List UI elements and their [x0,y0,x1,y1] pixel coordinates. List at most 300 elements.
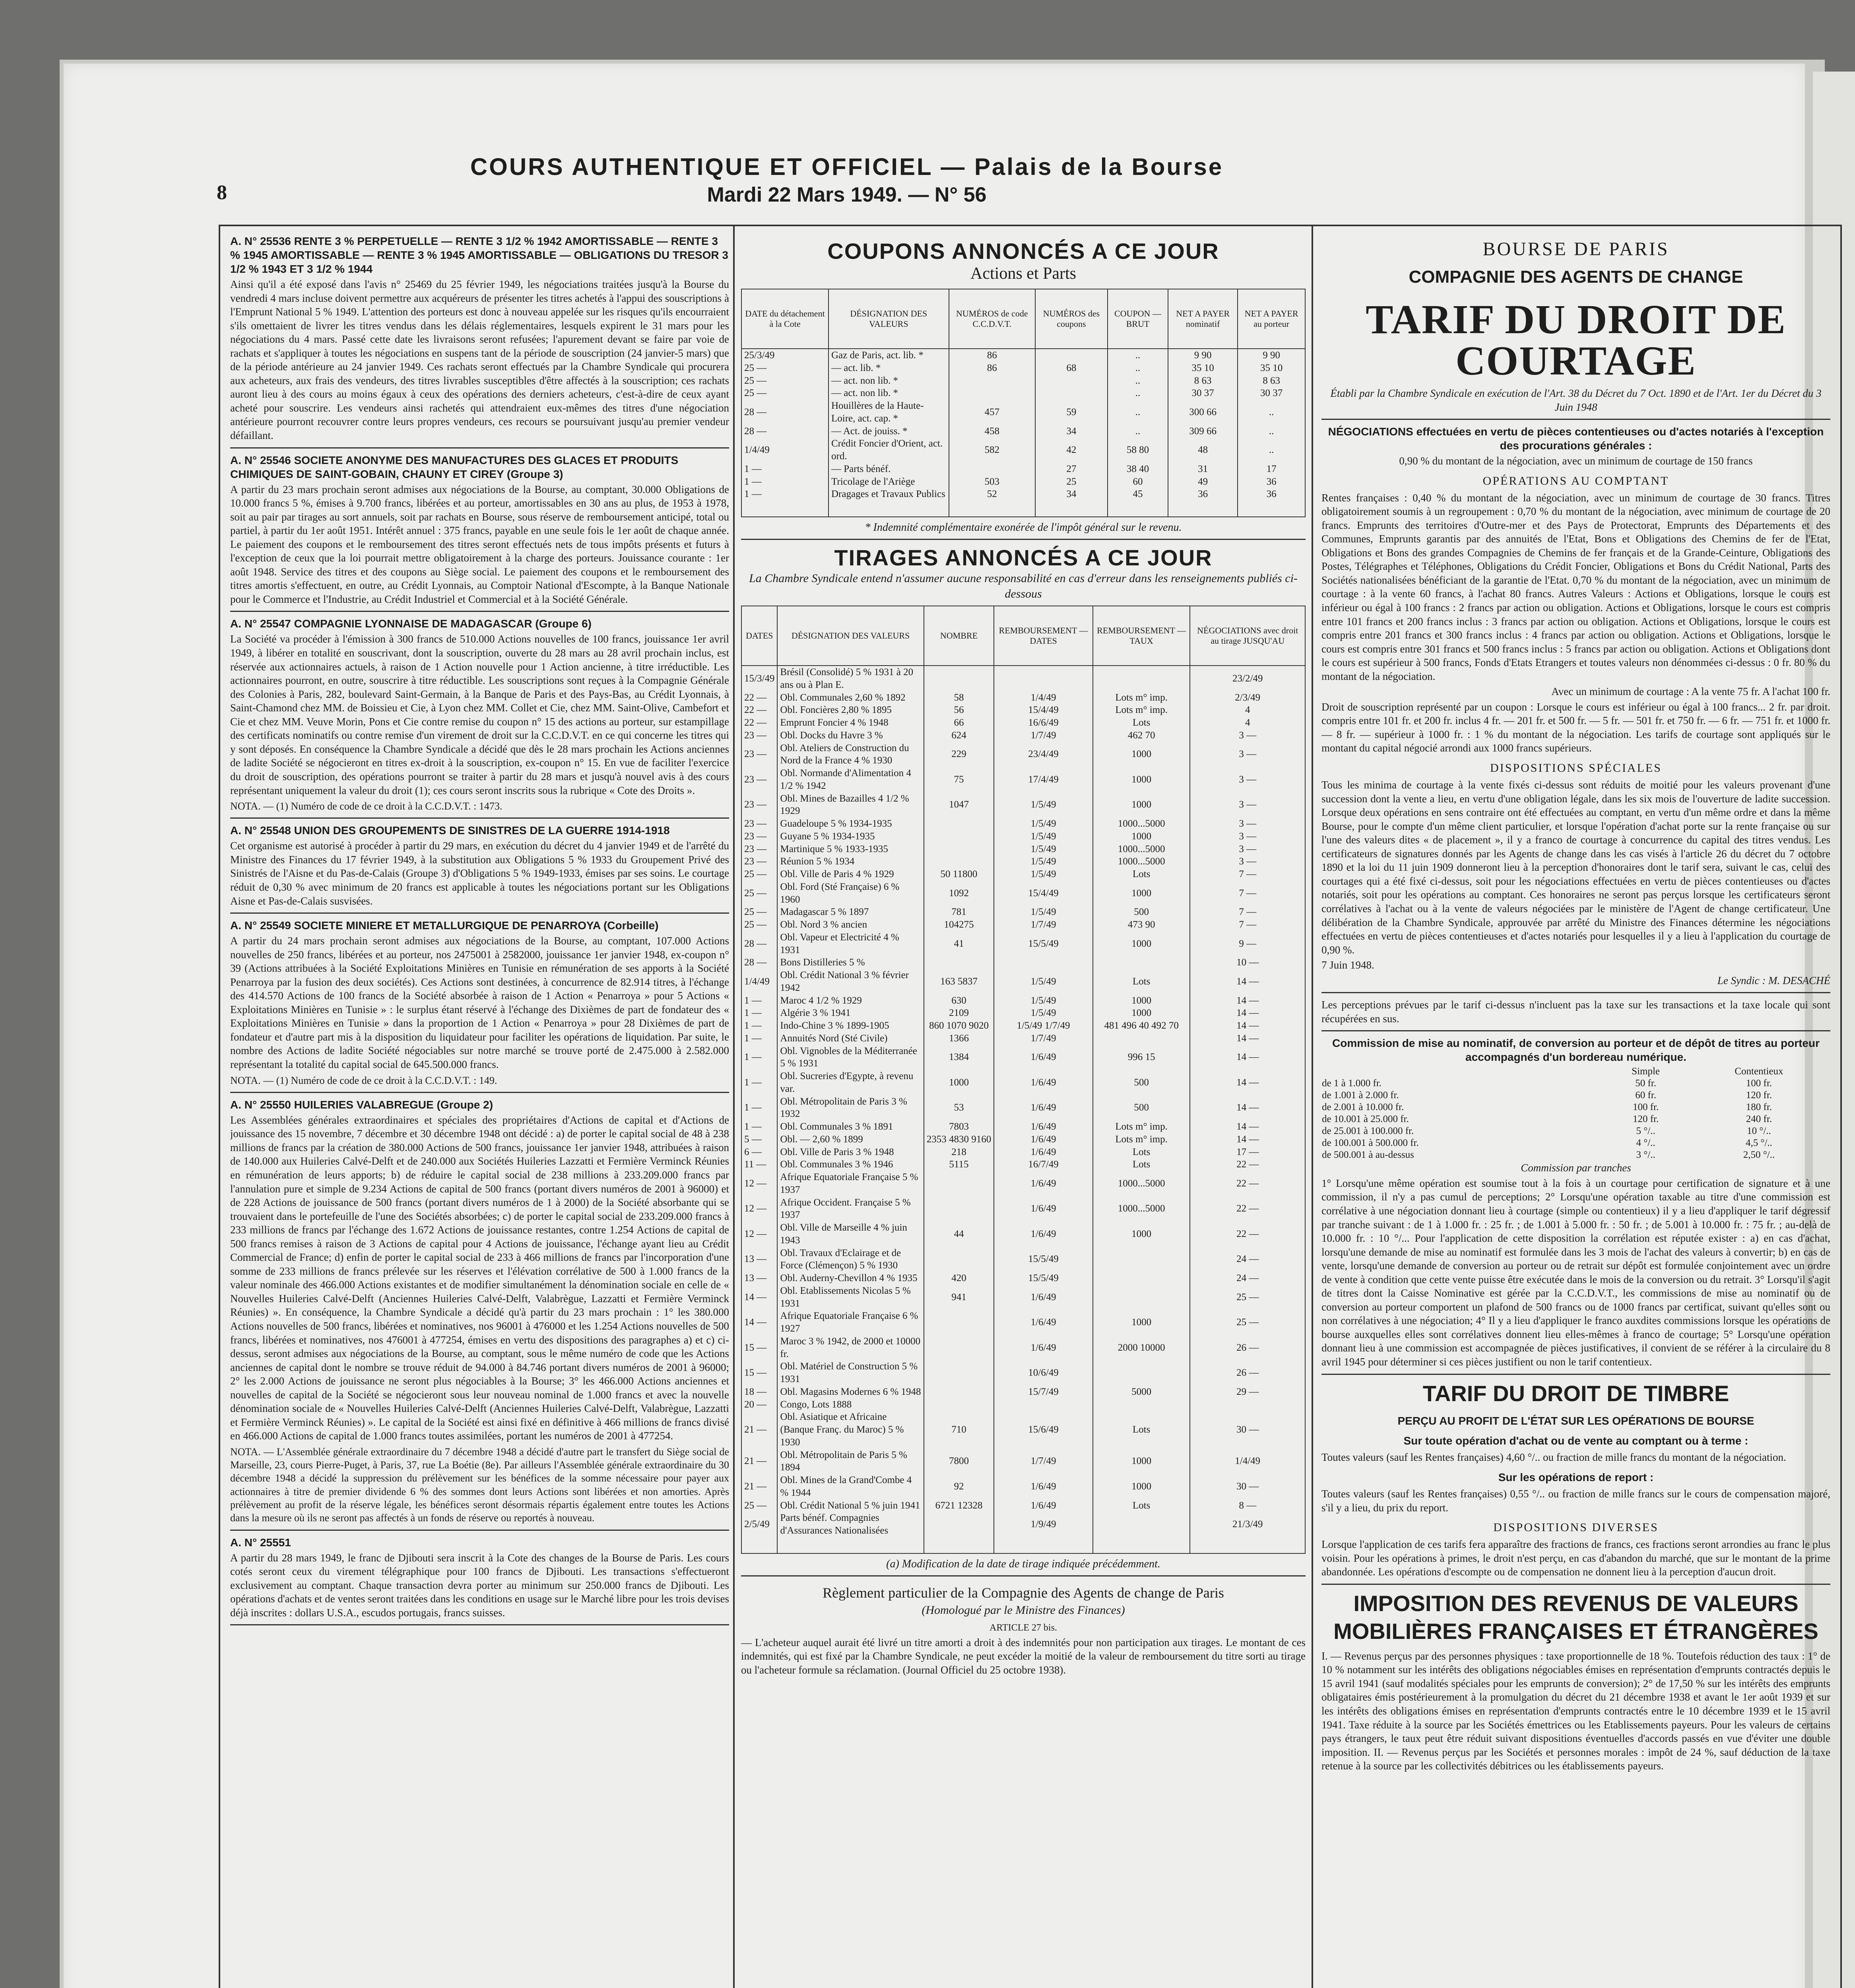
notice-body: A partir du 28 mars 1949, le franc de Djibouti sera inscrit à la Cote des changes de la Bourse de Paris. Les cours cotés seront ceux du virement télégraphique pour 100 francs de Djibouti. Les transactions s'effectueront exclusivement au comptant. Chaque transaction devra porter au minimum sur 250.000 francs de Djibouti. Les opérations d'achats et de ventes seront traitées dans les conditions en usage sur le Marché libre pour les trois devises déjà inscrites : dollars U.S.A., escudos portugais, francs suisses. [230,1551,729,1619]
table-cell: Obl. Nord 3 % ancien [777,918,924,931]
table-cell: 15/3/49 [741,666,777,691]
table-cell: 7 — [1190,868,1305,881]
table-row [741,1133,1305,1146]
table-cell: de 500.001 à au-dessus [1322,1149,1414,1161]
notice-heading: A. N° 25551 [230,1536,291,1549]
coupons-subtitle: Actions et Parts [970,264,1076,283]
table-cell [1190,1537,1305,1553]
table-cell: 25 — [741,1499,777,1512]
table-row [1321,1137,1830,1149]
table-cell: Obl. Docks du Havre 3 % [777,729,924,742]
table-cell [1093,1537,1190,1553]
table-header: NUMÉROS de code C.C.D.V.T. [949,289,1035,349]
tarif-subtitle: Établi par la Chambre Syndicale en exécution de l'Art. 38 du Décret du 7 Oct. 1890 et de l'Art. 1er du Décret du 3 Juin 1948 [1330,387,1822,413]
table-cell: 500 [1093,906,1190,918]
table-cell: 18 — [741,1386,777,1398]
table-cell: Afrique Equatoriale Française 5 % 1937 [777,1171,924,1196]
divider [230,611,729,612]
table-cell: Obl. Vignobles de la Méditerranée 5 % 1931 [777,1045,924,1070]
table-row [741,1449,1305,1474]
table-cell: — act. non lib. * [829,375,949,387]
table-cell [949,387,1035,400]
table-cell: 15 — [741,1335,777,1361]
table-cell: 53 [924,1095,994,1121]
table-row [741,1335,1305,1361]
table-cell: 4 °/.. [1636,1138,1655,1149]
table-cell: Maroc 3 % 1942, de 2000 et 10000 fr. [777,1335,924,1361]
tarif-courtage-title: TARIF DU DROIT DE COURTAGE [1366,297,1786,384]
table-cell: 5000 [1093,1386,1190,1398]
table-cell: 1/5/49 [994,830,1093,843]
compagnie-title: COMPAGNIE DES AGENTS DE CHANGE [1409,267,1743,287]
table-cell: 22 — [741,716,777,729]
table-row [1321,1101,1830,1113]
table-cell: — Parts bénéf. [829,463,949,476]
table-cell [1093,1360,1190,1386]
table-cell: de 25.001 à 100.000 fr. [1322,1126,1414,1137]
table-cell [994,666,1093,691]
table-cell: 14 — [1190,994,1305,1007]
table-cell: 29 — [1190,1386,1305,1398]
table-cell: 1/5/49 [994,868,1093,881]
table-cell: 86 [949,362,1035,375]
bourse-title: BOURSE DE PARIS [1482,239,1669,260]
table-cell [924,1247,994,1272]
table-cell: Obl. Communales 2,60 % 1892 [777,691,924,704]
table-cell: Emprunt Foncier 4 % 1948 [777,716,924,729]
table-row [741,375,1305,387]
table-cell: 8 63 [1168,375,1238,387]
table-cell [924,1398,994,1411]
table-cell: Obl. Mines de Bazailles 4 1/2 % 1929 [777,792,924,818]
commission-table [1321,1066,1830,1161]
table-cell: Gaz de Paris, act. lib. * [829,349,949,362]
table-cell: Obl. — 2,60 % 1899 [777,1133,924,1146]
table-cell: 8 — [1190,1499,1305,1512]
table-cell: 17 — [1190,1146,1305,1159]
table-cell: 36 [1238,488,1305,501]
table-row [741,691,1305,704]
table-cell: 1 — [741,1095,777,1121]
page-number: 8 [217,181,227,204]
table-cell: 21 — [741,1411,777,1448]
table-row [741,1221,1305,1247]
table-cell: 1000...5000 [1093,1196,1190,1222]
table-cell: Afrique Equatoriale Française 6 % 1927 [777,1310,924,1335]
table-cell: 14 — [741,1310,777,1335]
table-cell: 23/4/49 [994,742,1093,767]
table-cell: Obl. Sucreries d'Egypte, à revenu var. [777,1070,924,1095]
table-row [741,767,1305,792]
notice-heading: A. N° 25550 HUILERIES VALABREGUE (Groupe 2) [230,1098,493,1111]
commission-label: Commission par tranches [1521,1162,1631,1174]
table-cell: 1/4/49 [741,437,829,463]
table-cell: Obl. Vapeur et Electricité 4 % 1931 [777,931,924,957]
table-row [741,1474,1305,1499]
table-row [741,994,1305,1007]
table-cell: Algérie 3 % 1941 [777,1007,924,1019]
table-cell: 1000 [1093,1449,1190,1474]
table-cell: 1/4/49 [741,969,777,994]
notice-body: Ainsi qu'il a été exposé dans l'avis n° 25469 du 25 février 1949, les négociations traitées jusqu'à la Bourse du vendredi 4 mars incluse doivent permettre aux acquéreurs de présenter les titres achetés à l'appui des souscriptions à l'Emprunt National 5 % 1949. L'attention des porteurs est donc à nouveau appelée sur les risques qu'ils encourraient s'ils omettaient de livrer les titres vendus dans les délais réglementaires, lesquels expirent le 31 mars pour les négociations du 4 mars. Passé cette date les livraisons seront refusées; l'apurement devant se faire par voie de rachats et s'appliquer à toutes les négociations en suspens tant de la période de souscription (24 janvier-5 mars) que de la période antérieure au 24 janvier 1949. Ces rachats seront effectués par la Chambre Syndicale qui procurera aux acheteurs, aux frais des vendeurs, des titres livrables susceptibles d'être affectés à la souscription; ces rachats auront lieu à des cours au moins égaux à ceux des opérations des derniers acheteurs, c'est-à-dire de ceux ayant acheté pour souscrire. Les vendeurs ainsi rachetés qui attendraient eux-mêmes des titres d'une négociation antérieure pourront recouvrer contre leurs propres vendeurs, ces recours se poursuivant jusqu'au premier vendeur défaillant. [230,278,729,442]
table-cell: 1000...5000 [1093,843,1190,856]
table-cell: 3 — [1190,792,1305,818]
table-cell: 15/4/49 [994,704,1093,716]
table-cell: 24 — [1190,1247,1305,1272]
divider [741,539,1306,540]
table-cell: 25 — [741,906,777,918]
table-cell: 1 — [741,1032,777,1045]
table-header: DATE du détachement à la Cote [741,289,829,349]
table-cell: 6 — [741,1146,777,1159]
table-cell: 120 fr. [1746,1090,1772,1101]
table-cell: Obl. Métropolitain de Paris 3 % 1932 [777,1095,924,1121]
table-cell: 9 90 [1238,349,1305,362]
table-cell: 1047 [924,792,994,818]
table-cell: 1/7/49 [994,729,1093,742]
table-cell: 59 [1035,400,1108,425]
table-cell [924,1310,994,1335]
table-cell: 1000 [1093,1474,1190,1499]
table-cell: 1/7/49 [994,1032,1093,1045]
table-cell: 1 — [741,488,829,501]
table-cell: 1/6/49 [994,1310,1093,1335]
table-cell: Obl. Communales 3 % 1946 [777,1158,924,1171]
notice-body: A partir du 23 mars prochain seront admises aux négociations de la Bourse, au comptant, 30.000 Obligations de 10.000 francs 5 %, émises à 9.700 francs, libérées et au porteur, amortissables en 30 ans au plus, de 1953 à 1978, soit au pair par tirages au sort annuels, soit par rachats en Bourse, sous réserve de remboursement anticipé, total ou partiel, à partir du 1er août 1951. Intérêt annuel : 375 francs, payable en une seule fois le 1er août de chaque année. Le paiement des coupons et le remboursement des titres seront effectués nets de tous impôts présents et futurs à l'exception de ceux que la loi pourrait mettre obligatoirement à la charge des porteurs. Jouissance courante : 1er août 1948. Service des titres et des coupons au Siège social. Le paiement des coupons et le remboursement des titres amortis s'effectuent, en outre, au Crédit Lyonnais, au Comptoir National d'Escompte, à la Banque Nationale pour le Commerce et l'Industrie, au Crédit Industriel et Commercial et à la Société Générale. [230,483,729,605]
table-cell: Indo-Chine 3 % 1899-1905 [777,1019,924,1032]
table-cell: .. [1108,400,1168,425]
table-cell: 15/4/49 [994,881,1093,906]
table-cell: 473 90 [1093,918,1190,931]
coupons-footnote: * Indemnité complémentaire exonérée de l'impôt général sur le revenu. [865,521,1182,534]
table-cell: 229 [924,742,994,767]
table-row [741,792,1305,818]
table-row [741,1171,1305,1196]
table-cell: 1366 [924,1032,994,1045]
table-cell: 15/5/49 [994,1247,1093,1272]
table-row [741,1360,1305,1386]
table-cell: 1 — [741,994,777,1007]
table-cell [924,1335,994,1361]
table-cell [924,843,994,856]
table-cell: 23 — [741,830,777,843]
divider [1321,1374,1830,1375]
table-cell: 1/6/49 [994,1045,1093,1070]
table-cell: 2/3/49 [1190,691,1305,704]
minimum-note: Avec un minimum de courtage : A la vente 75 fr. A l'achat 100 fr. [1551,685,1830,698]
notice-body: Cet organisme est autorisé à procéder à partir du 29 mars, en exécution du décret du 4 janvier 1949 et de l'arrêté du Ministre des Finances du 17 février 1949, à la substitution aux Obligations 5 % 1933 du Groupement Privé des Sinistrés de l'Aisne et du Pas-de-Calais (Groupe 3) d'Obligations 5 % 1949-1933, émises par ses soins. Le courtage réduit de 0,30 % avec minimum de 20 francs est applicable à toutes les négociations portant sur les Obligations Aisne et Pas-de-Calais susvisées. [230,840,729,907]
timbre-report-heading: Sur les opérations de report : [1498,1471,1654,1484]
table-cell: Maroc 4 1/2 % 1929 [777,994,924,1007]
table-cell: 22 — [1190,1196,1305,1222]
table-row [741,1272,1305,1285]
table-header: DÉSIGNATION DES VALEURS [777,606,924,666]
table-cell: 1/6/49 [994,1095,1093,1121]
table-cell: 28 — [741,425,829,438]
table-row [741,1386,1305,1398]
table-row [741,1120,1305,1133]
table-cell: Madagascar 5 % 1897 [777,906,924,918]
table-header: DÉSIGNATION DES VALEURS [829,289,949,349]
table-row [741,931,1305,957]
table-row [741,1196,1305,1222]
notice-heading: A. N° 25536 RENTE 3 % PERPETUELLE — RENTE 3 1/2 % 1942 AMORTISSABLE — RENTE 3 % 1945 AMORTISSABLE — RENTE 3 % 1945 AMORTISSABLE — OBLIGATIONS DU TRESOR 3 1/2 % 1943 ET 3 1/2 % 1944 [230,235,728,275]
table-cell: 7 — [1190,881,1305,906]
table-header [1321,1066,1604,1077]
table-cell: 75 [924,767,994,792]
table-cell: 41 [924,931,994,957]
table-cell: 21/3/49 [1190,1512,1305,1537]
table-cell: 710 [924,1411,994,1448]
table-cell: 1/6/49 [994,1120,1093,1133]
table-cell: 1/5/49 [994,969,1093,994]
table-cell: 1 — [741,1120,777,1133]
table-cell: 3 — [1190,767,1305,792]
notice-heading: A. N° 25547 COMPAGNIE LYONNAISE DE MADAGASCAR (Groupe 6) [230,617,592,630]
divider [230,1530,729,1531]
table-cell: .. [1108,425,1168,438]
table-cell: Lots [1093,1411,1190,1448]
commission-text: 1° Lorsqu'une même opération est soumise tout à la fois à un courtage pour certification de signature et à une commission, il n'y a pas cumul de perceptions; 2° Lorsqu'une opération taxable au titre d'une commission est corrélative à une négociation donnant lieu à courtage (simple ou contentieux) il y a lieu d'appliquer le tarif dégressif par tranche suivant : de 1 à 1.000 fr. : 25 fr. ; de 1.001 à 5.000 fr. : 50 fr. ; de 5.001 à 10.000 fr. : 75 fr. ; au-delà de 10.000 fr. : 10 °/... Pour l'application de cette disposition la corrélation est réputée exister : a) en cas d'achat, lorsqu'une demande de mise au nominatif est formulée dans les 3 mois de l'achat des valeurs à convertir; b) en cas de vente, lorsqu'une demande de conversion au porteur ou de retrait sur dépôt est formulée conjointement avec un ordre de vente à condition que cette vente puisse être exécutée dans le mois de la conversion ou du retrait. 3° Lorsqu'il s'agit de titres dont la Caisse Nominative est gérée par la C.C.D.V.T., les commissions de mise au nominatif ou de conversion au porteur comportent un plafond de 500 francs ou de 1000 francs par certificat, suivant qu'elles sont ou non corrélatives à une négociation; 4° Il y a lieu d'appliquer le franco auxdites commissions lorsque les opérations de bourse auxquelles elles sont corrélatives donnent lieu elles-mêmes à franco de courtage; 5° Lorsqu'une opération donnant lieu à une commission est accompagnée de pièces justificatives, il convient de se référer à la circulaire du 8 avril 1945 pour déterminer si ces pièces justifient ou non le tarif contentieux. [1321,1177,1830,1368]
column-coupons-tirages [741,234,1306,1988]
table-cell: Parts bénéf. Compagnies d'Assurances Nationalisées [777,1512,924,1537]
page-header [64,64,1805,239]
timbre-comptant-heading: Sur toute opération d'achat ou de vente au comptant ou à terme : [1403,1434,1748,1447]
table-cell [924,956,994,969]
table-cell: 15/5/49 [994,931,1093,957]
table-cell: Obl. Asiatique et Africaine (Banque Franç. du Maroc) 5 % 1930 [777,1411,924,1448]
table-cell: 1 — [741,1007,777,1019]
table-header: Contentieux [1735,1066,1783,1077]
table-cell: 15/7/49 [994,1386,1093,1398]
table-cell [1093,1247,1190,1272]
table-cell: 1000...5000 [1093,855,1190,868]
table-cell: 42 [1035,437,1108,463]
table-cell: 7800 [924,1449,994,1474]
table-cell: 50 fr. [1635,1078,1656,1089]
table-cell: 240 fr. [1746,1114,1772,1125]
table-cell: 1000 [1093,1007,1190,1019]
table-cell: 1000 [1093,931,1190,957]
divider [230,1092,729,1093]
table-cell [1093,1032,1190,1045]
dispositions-speciales-heading: DISPOSITIONS SPÉCIALES [1490,761,1662,775]
tirages-note: (a) Modification de la date de tirage indiquée précédemment. [886,1557,1160,1570]
table-cell: de 10.001 à 25.000 fr. [1322,1114,1409,1125]
table-cell: Lots [1093,1146,1190,1159]
table-cell: 16/7/49 [994,1158,1093,1171]
table-cell: 31 [1168,463,1238,476]
table-cell: 26 — [1190,1335,1305,1361]
table-cell: 1000 [924,1070,994,1095]
table-cell: 5 °/.. [1636,1126,1655,1137]
table-header: NET A PAYER nominatif [1168,289,1238,349]
table-row [741,716,1305,729]
notice-body: A partir du 24 mars prochain seront admises aux négociations de la Bourse, au comptant, 107.000 Actions nouvelles de 250 francs, libérées et au porteur, nos 2475001 à 2582000, jouissance 1er janvier 1948, ex-coupon n° 39 (Actions attribuées à la Société Exploitations Minières en Tunisie en rémunération de ses apports à la Société Penarroya par la fusion des deux sociétés). Ces Actions sont destinées, à concurrence de 82.914 titres, à l'échange des 414.570 Actions de 100 francs de la Société absorbée à raison de 1 Action « Penarroya » pour 5 Actions « Exploitations Minières en Tunisie » : le surplus étant réservé à l'échange des Dixièmes de part de fondateur des « Exploitations Minières en Tunisie » dans la proportion de 1 Action « Penarroya » pour 28 Dixièmes de part de fondateur et d'autre part mis à la disposition du liquidateur pour faciliter les opérations de liquidation. Par suite, le nombre des Actions de ladite Société négociables sur notre marché se trouve porté de 2.475.000 à 2.582.000 représentant la totalité du capital social de 645.500.000 francs. [230,935,729,1070]
table-cell: 1/6/49 [994,1196,1093,1222]
table-cell: Brésil (Consolidé) 5 % 1931 à 20 ans ou à Plan E. [777,666,924,691]
table-cell: 23 — [741,817,777,830]
table-cell: 25 — [741,362,829,375]
table-cell: 34 [1035,488,1108,501]
table-cell: 420 [924,1272,994,1285]
table-row [1321,1077,1830,1089]
table-cell: Guyane 5 % 1934-1935 [777,830,924,843]
table-cell: 309 66 [1168,425,1238,438]
table-cell: 66 [924,716,994,729]
table-cell [1035,501,1108,517]
table-row [1321,1089,1830,1101]
table-row [741,1537,1305,1553]
table-row [741,868,1305,881]
table-header: DATES [741,606,777,666]
table-cell: .. [1238,425,1305,438]
table-cell: 1000 [1093,830,1190,843]
table-cell: Obl. Foncières 2,80 % 1895 [777,704,924,716]
table-cell [1093,956,1190,969]
table-cell: 3 — [1190,843,1305,856]
table-cell: 13 — [741,1272,777,1285]
table-cell: Lots [1093,716,1190,729]
table-cell: Obl. Magasins Modernes 6 % 1948 [777,1386,924,1398]
table-cell: Lots [1093,1499,1190,1512]
table-cell: 25 [1035,476,1108,488]
table-cell [1093,666,1190,691]
table-row [741,1398,1305,1411]
table-cell: Obl. Ford (Sté Française) 6 % 1960 [777,881,924,906]
table-cell: 2/5/49 [741,1512,777,1537]
table-cell: 28 — [741,400,829,425]
table-row [741,1158,1305,1171]
divider [230,1624,729,1625]
table-cell: 1 — [741,463,829,476]
commission-title: Commission de mise au nominatif, de conversion au porteur et de dépôt de titres au porteur accompagnés d'un bordereau numérique. [1332,1037,1820,1064]
table-cell: .. [1238,437,1305,463]
content-frame [219,225,1842,1988]
reglement-title: Règlement particulier de la Compagnie des Agents de change de Paris [823,1584,1224,1601]
table-cell: 27 [1035,463,1108,476]
table-cell: 2000 10000 [1093,1335,1190,1361]
table-cell: 500 [1093,1070,1190,1095]
table-row [741,476,1305,488]
dispositions-diverses-text: Lorsque l'application de ces tarifs fera apparaître des fractions de francs, ces fractions seront arrondies au franc le plus voisin. Pour les opérations à primes, le droit n'est perçu, en cas d'abandon du marché, que sur le montant de la prime abandonnée. Les opérations d'escompte ou de compensation ne donnent lieu à la perception d'aucun droit. [1321,1538,1830,1578]
table-cell: 12 — [741,1171,777,1196]
table-cell: 68 [1035,362,1108,375]
table-cell: Lots [1093,969,1190,994]
divider [1321,419,1830,420]
table-row [1321,1113,1830,1125]
table-cell: 1000 [1093,767,1190,792]
table-cell: 1000...5000 [1093,1171,1190,1196]
table-cell: 3 — [1190,742,1305,767]
table-cell: 49 [1168,476,1238,488]
table-cell: 500 [1093,1095,1190,1121]
notice-heading: A. N° 25546 SOCIETE ANONYME DES MANUFACTURES DES GLACES ET PRODUITS CHIMIQUES DE SAINT-GOBAIN, CHAUNY ET CIREY (Groupe 3) [230,454,679,480]
table-cell: — act. lib. * [829,362,949,375]
date-line: Mardi 22 Mars 1949. — N° 56 [707,183,987,206]
table-cell: 1/6/49 [994,1474,1093,1499]
table-cell: 163 5837 [924,969,994,994]
timbre-comptant-text: Toutes valeurs (sauf les Rentes françaises) 4,60 °/.. ou fraction de mille francs du montant de la négociation. [1321,1451,1786,1463]
table-cell: 15/6/49 [994,1411,1093,1448]
table-cell: 582 [949,437,1035,463]
tirages-subtitle: La Chambre Syndicale entend n'assumer aucune responsabilité en cas d'erreur dans les renseignements publiés ci-dessous [749,572,1298,600]
table-row [1321,1125,1830,1137]
table-cell: 1/6/49 [994,1499,1093,1512]
table-row [741,906,1305,918]
table-cell: Guadeloupe 5 % 1934-1935 [777,817,924,830]
table-cell: 28 — [741,931,777,957]
table-cell: .. [1108,375,1168,387]
table-cell [1168,501,1238,517]
table-cell [741,1537,777,1553]
table-cell: 25 — [741,881,777,906]
table-row [741,387,1305,400]
table-cell: Dragages et Travaux Publics [829,488,949,501]
table-header: COUPON — BRUT [1108,289,1168,349]
table-header: NUMÉROS des coupons [1035,289,1108,349]
table-cell [1108,501,1168,517]
table-cell: 50 11800 [924,868,994,881]
table-cell: 58 80 [1108,437,1168,463]
table-cell: Annuités Nord (Sté Civile) [777,1032,924,1045]
table-cell: Obl. Ville de Paris 3 % 1948 [777,1146,924,1159]
table-cell: 44 [924,1221,994,1247]
table-cell: 24 — [1190,1272,1305,1285]
table-cell: 1384 [924,1045,994,1070]
table-cell: 1/6/49 [994,1070,1093,1095]
table-cell: 58 [924,691,994,704]
table-cell [1035,387,1108,400]
table-row [741,1019,1305,1032]
table-cell: — act. non lib. * [829,387,949,400]
table-row [741,1411,1305,1448]
table-cell: Obl. Travaux d'Eclairage et de Force (Clémençon) 5 % 1930 [777,1247,924,1272]
table-cell: 1000 [1093,1221,1190,1247]
signature-date: 7 Juin 1948. [1321,959,1374,971]
table-cell: 5115 [924,1158,994,1171]
table-cell: Obl. Communales 3 % 1891 [777,1120,924,1133]
table-cell: .. [1108,387,1168,400]
table-cell: 60 fr. [1635,1090,1656,1101]
divider [1321,992,1830,993]
comptant-text: Rentes françaises : 0,40 % du montant de la négociation, avec un minimum de courtage de 30 francs. Titres obligatoirement soumis à un regroupement : 0,70 % du montant de la négociation, avec minimum de courtage de 20 francs. Emprunts des territoires d'Outre-mer et des Pays de Protectorat, Emprunts des Départements et des Communes, Emprunts garantis par des annuités de l'Etat, Bons et Obligations des Chemins de fer de l'Etat, Obligations et Bons des grandes Compagnies de Chemins de fer français et de la Grande-Ceinture, Obligations des Postes, Télégraphes et Téléphones, Obligations du Crédit Foncier, Obligations et Bons du Crédit National, Parts des Sociétés nationalisées bénéficiant de la garantie de l'Etat. 0,70 % du montant de la négociation, avec un minimum de courtage : à la vente 60 francs, à l'achat 80 francs. Autres Valeurs : Actions et Obligations, lorsque le cours est inférieur ou égal à 100 francs : 2 francs par action ou obligation. Actions et Obligations, lorsque le cours est compris entre 101 francs et 200 francs inclus : 3 francs par action ou obligation. Actions et Obligations, lorsque le cours est compris entre 201 francs et 300 francs inclus : 4 francs par action ou obligation. Actions et Obligations, lorsque le cours est compris entre 301 francs et 500 francs inclus : 5 francs par action ou obligation. Actions et Obligations dont le cours est supérieur à 500 francs, Fonds d'Etats Etrangers et toutes valeurs non dénommées ci-dessus : 0 fr. 80 % du montant de la négociation. [1321,491,1830,682]
table-cell: 25 — [1190,1310,1305,1335]
table-cell [924,1512,994,1537]
notice-body: La Société va procéder à l'émission à 300 francs de 510.000 Actions nouvelles de 100 francs, jouissance 1er avril 1949, à libérer en totalité en souscrivant, dont la souscription, ouverte du 28 mars au 28 avril prochain inclus, est réservée aux actionnaires actuels, à raison de 1 Action nouvelle pour 1 Action ancienne, à titre irréductible. Les actionnaires pourront, en outre, souscrire à titre réductible. Les souscriptions sont reçues à la Compagnie Générale des Colonies à Paris, 282, boulevard Saint-Germain, à la Banque de Paris et des Pays-Bas, au Crédit Lyonnais, à Saint-Chamond chez MM. de Boissieu et Cie, à Lyon chez MM. Collet et Cie, chez MM. Saint-Olive, Cambefort et Cie et chez MM. Veuve Morin, Pons et Cie contre remise du coupon n° 15 des actions au porteur, sur estampillage des certificats nominatifs ou contre remise d'un virement de droit sur la C.C.D.V.T. en ce qui concerne les titres qui y sont déposés. En conséquence la Chambre Syndicale a décidé que dès le 28 mars prochain les Actions anciennes de ladite Société se négocieront en titres ex-droit à la souscription, ex-coupon n° 15. En vue de faciliter l'exercice du droit de souscription, des opérations pourront se traiter à partir du 28 mars et jusqu'à nouvel avis à des cours représentant uniquement la valeur du droit (1); ces cours seront inscrits sous la rubrique « Cote des Droits ». [230,633,729,796]
table-cell: 9 — [1190,931,1305,957]
table-cell: Lots [1093,868,1190,881]
table-cell: 13 — [741,1247,777,1272]
timbre-report-text: Toutes valeurs (sauf les Rentes françaises) 0,55 °/.. ou fraction de mille francs sur le cours de compensation majoré, s'il y a lieu, du prix du report. [1321,1488,1830,1514]
table-cell: 35 10 [1238,362,1305,375]
table-cell: 4 [1190,704,1305,716]
table-cell: Obl. Normande d'Alimentation 4 1/2 % 1942 [777,767,924,792]
table-cell: 1092 [924,881,994,906]
table-row [741,1310,1305,1335]
table-cell: 14 — [1190,969,1305,994]
table-cell: 22 — [741,691,777,704]
table-cell: Obl. Matériel de Construction 5 % 1931 [777,1360,924,1386]
table-row [741,1512,1305,1537]
column-rule [733,226,735,1988]
table-cell: 14 — [1190,1032,1305,1045]
table-cell: 25 — [741,918,777,931]
table-cell: 4 [1190,716,1305,729]
ops-comptant-heading: OPÉRATIONS AU COMPTANT [1482,474,1669,487]
table-cell: Obl. Crédit National 3 % février 1942 [777,969,924,994]
table-cell [741,501,829,517]
